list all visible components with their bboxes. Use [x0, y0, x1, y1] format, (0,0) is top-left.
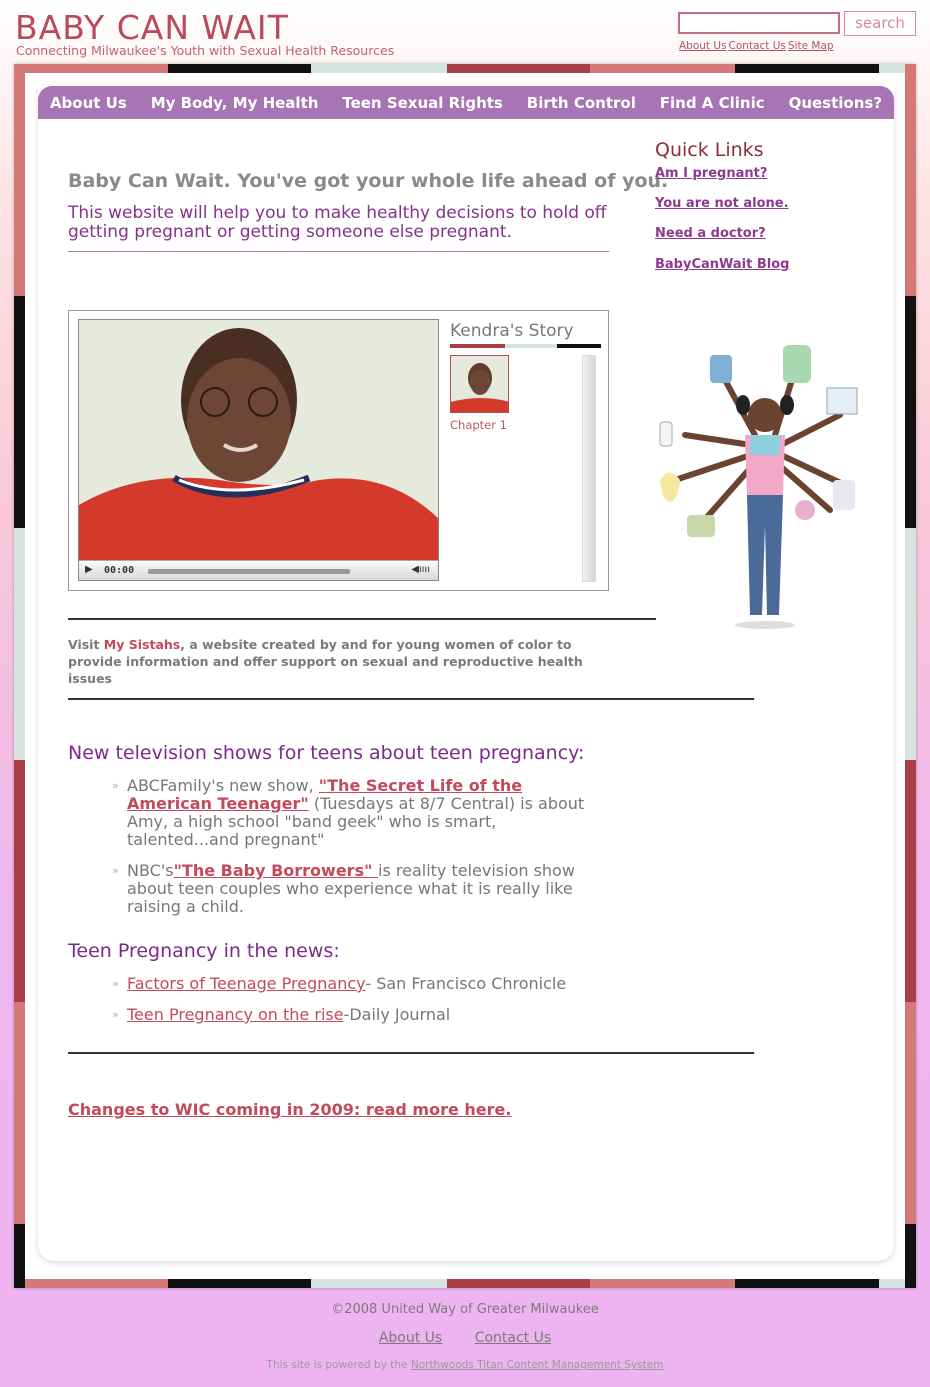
volume-icon[interactable]: ◀ıııı — [411, 564, 430, 575]
nav-teen-sexual-rights[interactable]: Teen Sexual Rights — [342, 93, 503, 112]
frame-stripe — [735, 1279, 879, 1288]
top-link-about[interactable]: About Us — [679, 40, 727, 52]
bullet-icon: » — [112, 1008, 119, 1021]
footer-link-about[interactable]: About Us — [378, 1330, 443, 1346]
frame-stripe — [905, 64, 916, 296]
powered-by — [0, 1359, 930, 1371]
news-link-factors[interactable]: Factors of Teenage Pregnancy — [127, 974, 366, 993]
top-link-contact[interactable]: Contact Us — [728, 40, 786, 52]
toy-icon — [710, 355, 732, 383]
frame-stripe — [14, 528, 25, 760]
visit-prefix: Visit — [68, 637, 104, 652]
frame-stripe — [905, 1224, 916, 1288]
multi-armed-girl-image — [655, 340, 870, 630]
frame-stripe — [735, 64, 879, 73]
news-section-title: Teen Pregnancy in the news: — [68, 940, 340, 962]
site-logo[interactable]: BABY CAN WAIT — [15, 8, 289, 47]
intro-text: This website will help you to make healthy decisions to hold off getting pregnant or getting someone else pregnant. — [68, 203, 607, 242]
frame-stripe — [14, 1224, 25, 1288]
list-item — [112, 975, 592, 993]
bib-icon — [660, 473, 680, 503]
frame-stripe — [14, 760, 25, 1002]
frame-stripe — [14, 64, 168, 73]
quick-link-am-i-pregnant[interactable]: Am I pregnant? — [655, 166, 768, 181]
footer-link-contact[interactable]: Contact Us — [474, 1330, 552, 1346]
video-player-box — [68, 310, 609, 591]
nav-birth-control[interactable]: Birth Control — [526, 93, 636, 112]
site-tagline: Connecting Milwaukee's Youth with Sexual Health Resources — [16, 43, 395, 58]
tv-section-title: New television shows for teens about teen pregnancy: — [68, 742, 585, 764]
frame-stripe — [311, 64, 447, 73]
divider — [68, 251, 609, 252]
northwoods-link[interactable]: Northwoods Titan Content Management System — [410, 1359, 664, 1371]
copyright: ©2008 United Way of Greater Milwaukee — [331, 1302, 599, 1317]
book-icon — [827, 388, 857, 414]
video-controls — [79, 560, 438, 580]
quick-link-blog[interactable]: BabyCanWait Blog — [655, 257, 790, 272]
bag-icon — [687, 515, 715, 537]
frame-stripe — [168, 1279, 311, 1288]
frame-stripe — [14, 64, 25, 296]
welcome-heading: Baby Can Wait. You've got your whole life ahead of you. — [68, 170, 669, 192]
frame-stripe — [311, 1279, 447, 1288]
frame-stripe — [14, 296, 25, 528]
search-input[interactable] — [678, 12, 840, 34]
frame-stripe — [14, 1279, 168, 1288]
top-link-sitemap[interactable]: Site Map — [787, 40, 834, 52]
video-player[interactable] — [78, 319, 439, 581]
nav-questions[interactable]: Questions? — [788, 93, 883, 112]
story-title: Kendra's Story — [450, 321, 574, 341]
chapter-label[interactable]: Chapter 1 — [450, 418, 507, 432]
frame-stripe — [168, 64, 311, 73]
frame-stripe — [905, 1002, 916, 1224]
frame-stripe — [905, 760, 916, 1002]
bullet-icon: » — [112, 977, 119, 990]
divider — [68, 618, 656, 620]
news-source: - San Francisco Chronicle — [365, 974, 567, 993]
news-link-rise[interactable]: Teen Pregnancy on the rise — [127, 1005, 344, 1024]
diaper-icon — [833, 480, 855, 510]
story-title-underline — [450, 344, 601, 348]
item-suffix: is reality television show about teen couples who experience what it is really like raising a child. — [127, 861, 575, 916]
divider — [68, 698, 754, 700]
play-icon[interactable]: ▶ — [85, 564, 93, 575]
quick-link-not-alone[interactable]: You are not alone. — [655, 196, 789, 211]
quick-links-title: Quick Links — [655, 139, 764, 161]
divider — [68, 1052, 754, 1054]
plush-icon — [795, 500, 815, 520]
frame-stripe — [590, 64, 735, 73]
frame-stripe — [905, 528, 916, 760]
wic-link[interactable]: Changes to WIC coming in 2009: read more here. — [68, 1100, 512, 1119]
frame-stripe — [905, 296, 916, 528]
frame-stripe — [447, 1279, 590, 1288]
search-button[interactable]: search — [844, 11, 916, 36]
list-item — [112, 862, 592, 916]
powered-prefix: This site is powered by the — [266, 1359, 411, 1371]
nav-my-body[interactable]: My Body, My Health — [150, 93, 319, 112]
baby-borrowers-link[interactable]: "The Baby Borrowers" — [173, 861, 378, 880]
bullet-icon: » — [112, 779, 119, 792]
bullet-icon: » — [112, 864, 119, 877]
teddy-icon — [783, 345, 811, 383]
secret-life-link[interactable]: "The Secret Life of the American Teenager" — [127, 776, 523, 813]
quick-link-need-doctor[interactable]: Need a doctor? — [655, 226, 766, 241]
footer-links — [0, 1330, 930, 1346]
frame-stripe — [590, 1279, 735, 1288]
nav-find-a-clinic[interactable]: Find A Clinic — [659, 93, 765, 112]
list-item — [112, 777, 592, 849]
item-prefix: ABCFamily's new show, — [127, 776, 319, 795]
bottle-icon — [660, 422, 672, 446]
list-item — [112, 1006, 592, 1024]
my-sistahs-link[interactable]: My Sistahs — [103, 637, 181, 652]
main-nav — [38, 86, 894, 119]
video-time: 00:00 — [104, 565, 135, 576]
chapter-thumbnail[interactable] — [450, 355, 509, 413]
item-suffix: (Tuesdays at 8/7 Central) is about Amy, a high school "band geek" who is smart, talented...and pregnant" — [127, 794, 585, 849]
frame-stripe — [14, 1002, 25, 1224]
thumbnail-image — [451, 356, 509, 413]
video-frame — [79, 320, 439, 562]
nav-about-us[interactable]: About Us — [49, 93, 127, 112]
news-list — [112, 975, 592, 1037]
visit-text — [68, 636, 608, 687]
news-source: -Daily Journal — [343, 1005, 451, 1024]
video-seek-bar[interactable] — [148, 569, 350, 574]
frame-stripe — [447, 64, 590, 73]
top-links — [679, 40, 836, 52]
item-prefix: NBC's — [127, 861, 174, 880]
tv-list — [112, 777, 592, 929]
chapter-scrollbar[interactable] — [582, 355, 596, 582]
visit-suffix: , a website created by and for young women of color to provide information and offer support on sexual and reproductive health issues — [68, 637, 583, 686]
